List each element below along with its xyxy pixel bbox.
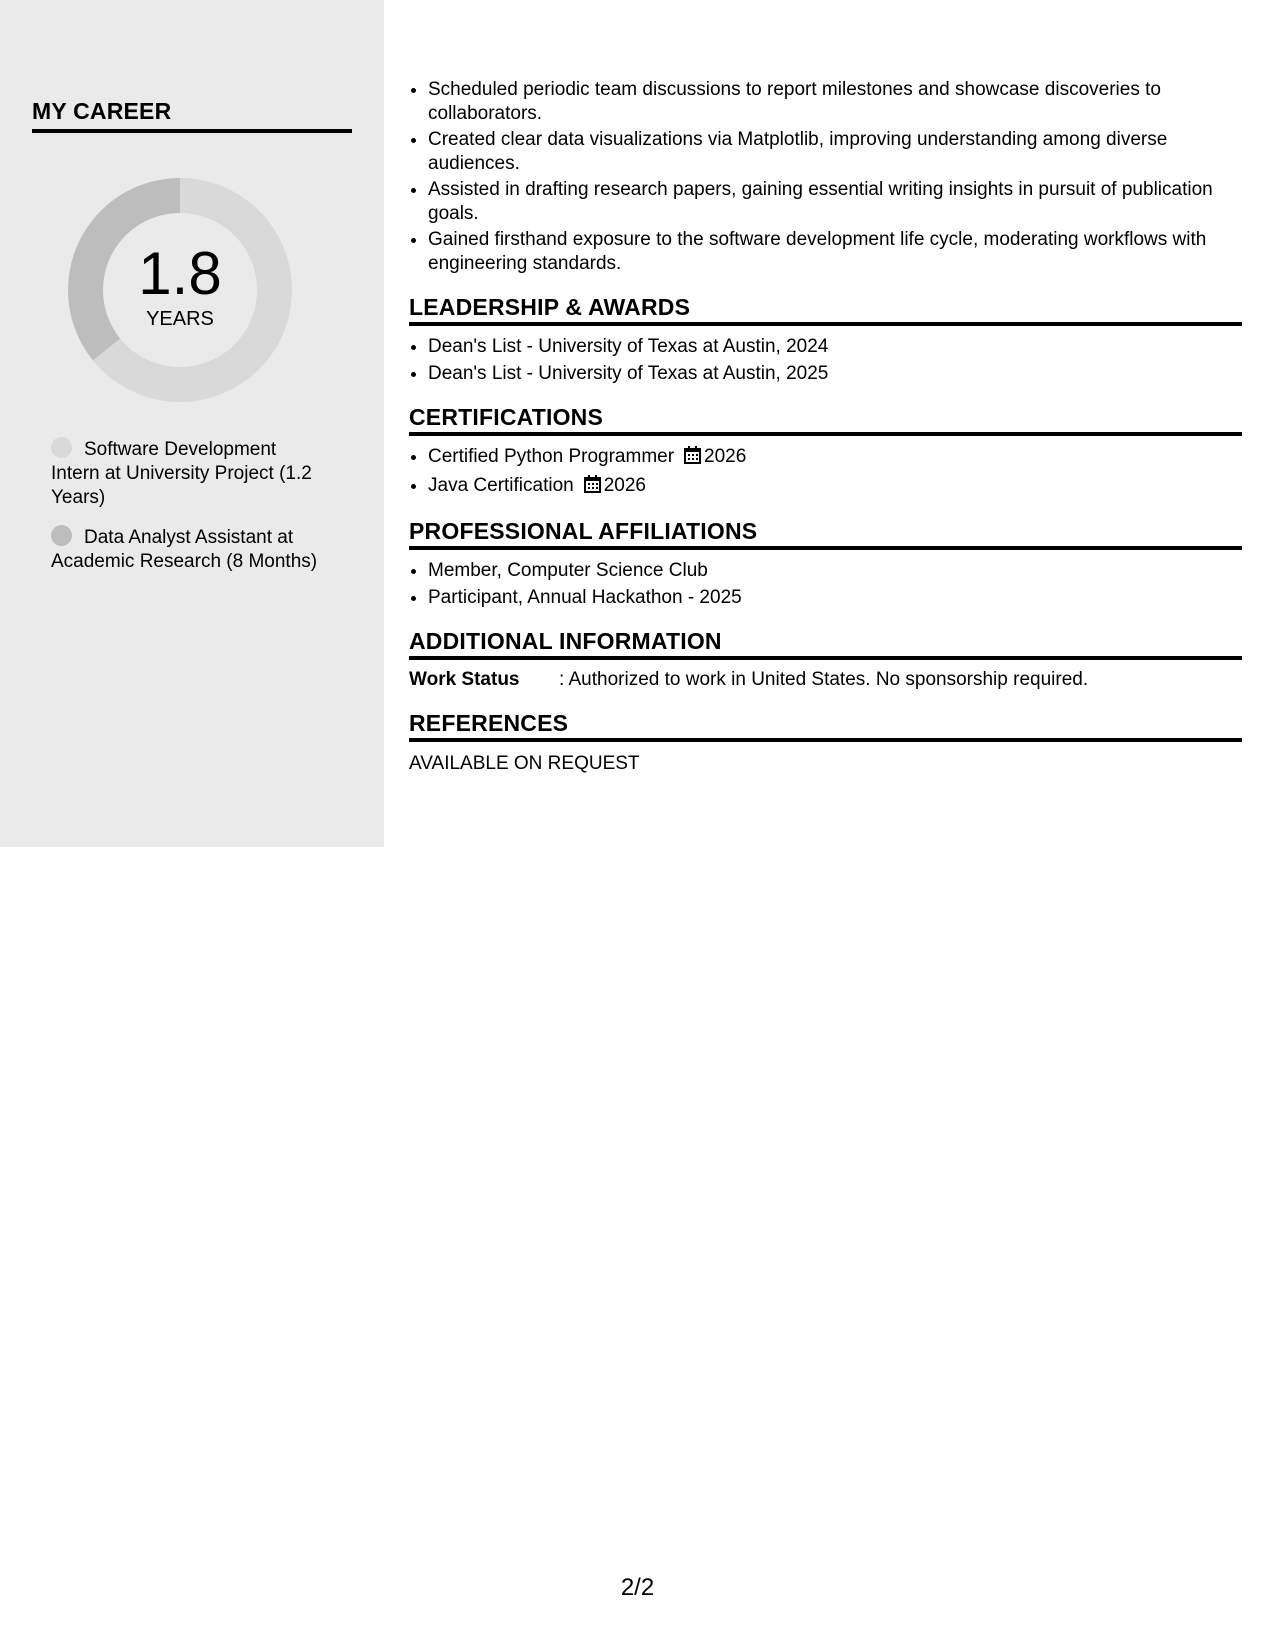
references-title: REFERENCES bbox=[409, 710, 1242, 742]
career-heading: MY CAREER bbox=[32, 98, 352, 133]
experience-bullet: • Gained firsthand exposure to the software development life cycle, moderating workflows with engineering standards. bbox=[428, 228, 1242, 276]
legend-item bbox=[51, 525, 321, 574]
leadership-title: LEADERSHIP & AWARDS bbox=[409, 294, 1242, 326]
calendar-icon bbox=[584, 475, 601, 500]
donut-center bbox=[66, 176, 294, 404]
main-content bbox=[409, 78, 1242, 776]
certifications-list bbox=[409, 444, 1242, 500]
sidebar bbox=[0, 0, 384, 847]
experience-bullet: • Scheduled periodic team discussions to report milestones and showcase discoveries to collaborators. bbox=[428, 78, 1242, 126]
certification-name: Java Certification bbox=[428, 475, 574, 496]
legend-swatch-icon bbox=[51, 525, 72, 546]
leadership-list bbox=[409, 334, 1242, 386]
references-text: AVAILABLE ON REQUEST bbox=[409, 753, 640, 774]
experience-bullet: • Created clear data visualizations via Matplotlib, improving understanding among diverse audiences. bbox=[428, 128, 1242, 176]
certification-year: 2026 bbox=[603, 475, 647, 496]
experience-bullets bbox=[409, 78, 1242, 276]
legend-item bbox=[51, 437, 321, 510]
total-years-value: 1.8 bbox=[138, 239, 222, 307]
legend-swatch-icon bbox=[51, 437, 72, 458]
career-donut-chart bbox=[66, 176, 294, 404]
experience-bullet: • Assisted in drafting research papers, gaining essential writing insights in pursuit of publication goals. bbox=[428, 178, 1242, 226]
work-status-value: : Authorized to work in United States. No sponsorship required. bbox=[559, 669, 1089, 690]
certification-item bbox=[428, 473, 1242, 500]
affiliation-item: • Participant, Annual Hackathon - 2025 bbox=[428, 585, 1242, 610]
total-years-unit: YEARS bbox=[146, 307, 214, 330]
leadership-item: • Dean's List - University of Texas at Austin, 2025 bbox=[428, 361, 1242, 386]
affiliations-list bbox=[409, 558, 1242, 610]
calendar-icon bbox=[684, 446, 701, 471]
work-status-row bbox=[409, 668, 1242, 692]
page-number: 2/2 bbox=[620, 1574, 655, 1601]
certification-item bbox=[428, 444, 1242, 471]
certification-year: 2026 bbox=[704, 446, 747, 467]
affiliation-item: • Member, Computer Science Club bbox=[428, 558, 1242, 583]
affiliations-title: PROFESSIONAL AFFILIATIONS bbox=[409, 518, 1242, 550]
leadership-item: • Dean's List - University of Texas at Austin, 2024 bbox=[428, 334, 1242, 359]
certifications-title: CERTIFICATIONS bbox=[409, 404, 1242, 436]
work-status-label: Work Status bbox=[409, 669, 520, 690]
legend-label: Software Development Intern at University Project (1.2 Years) bbox=[51, 439, 312, 508]
career-legend bbox=[51, 437, 321, 589]
legend-label: Data Analyst Assistant at Academic Research (8 Months) bbox=[51, 527, 318, 572]
additional-info-title: ADDITIONAL INFORMATION bbox=[409, 628, 1242, 660]
certification-name: Certified Python Programmer bbox=[428, 446, 675, 467]
